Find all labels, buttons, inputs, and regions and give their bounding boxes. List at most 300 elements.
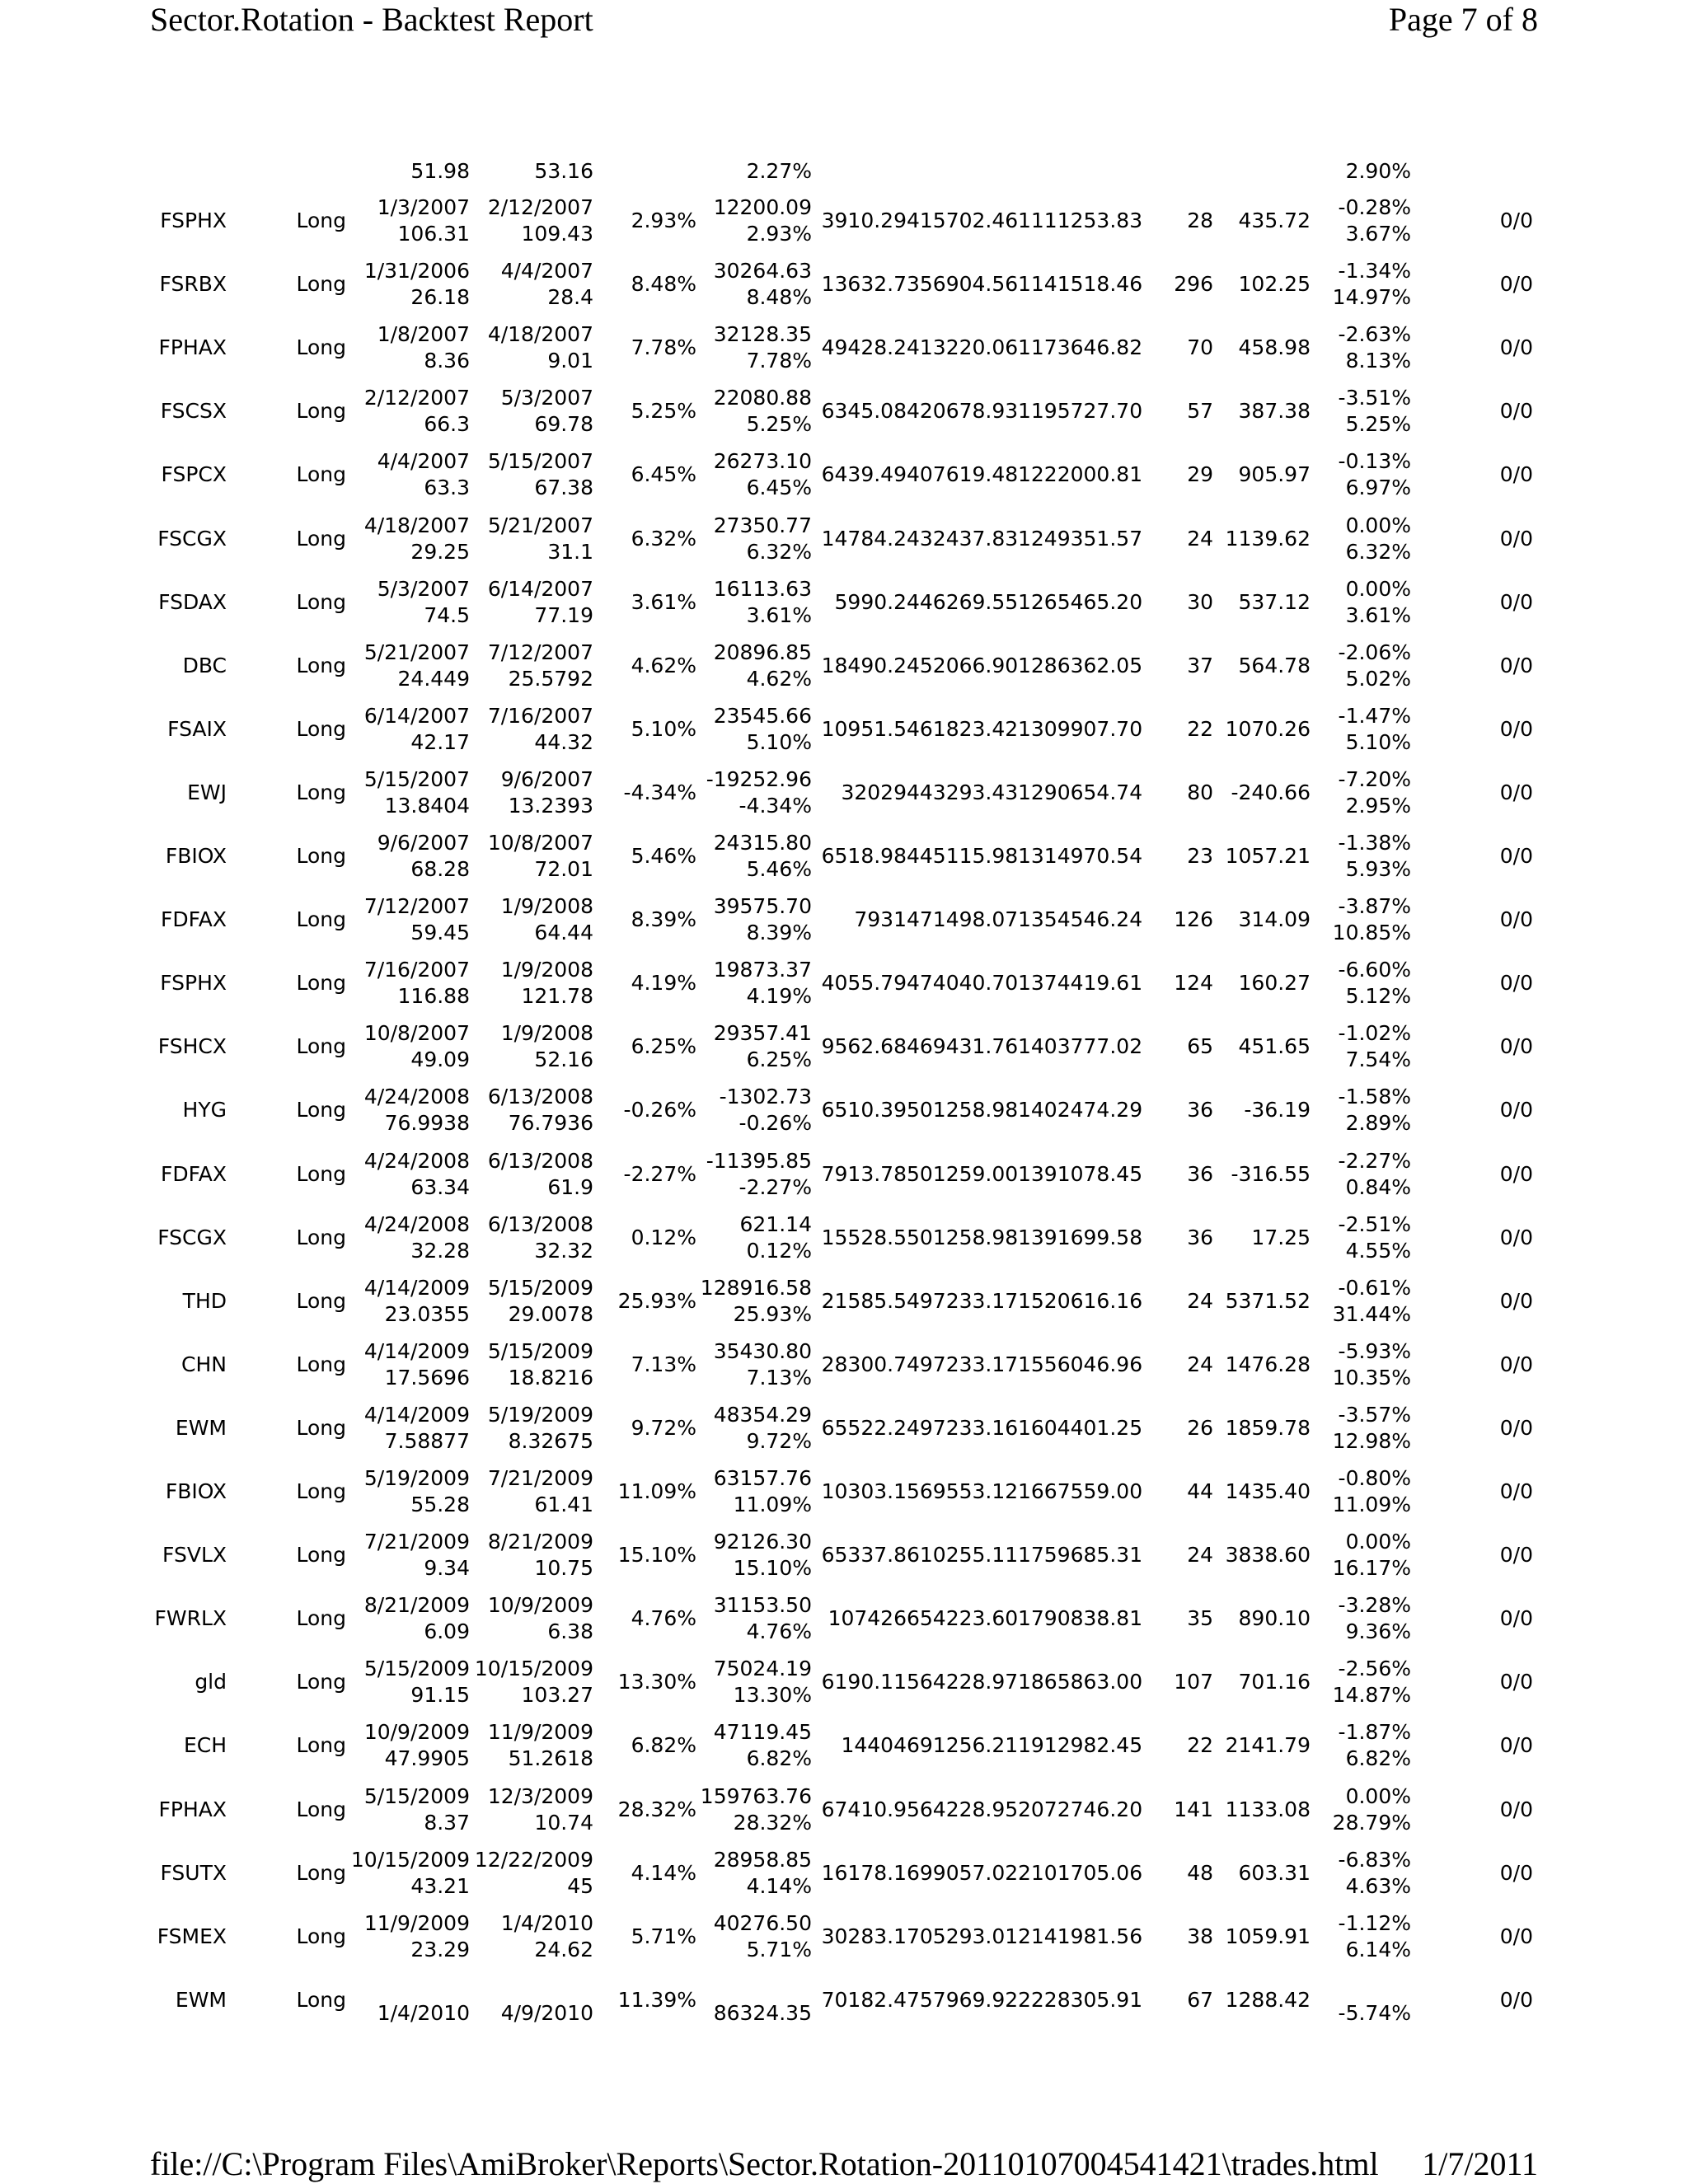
- trade-position-value: 469431.76: [907, 1034, 1019, 1059]
- trade-shares: 28300.7: [821, 1352, 907, 1376]
- trade-profit-per-bar: 701.16: [1238, 1670, 1311, 1694]
- trade-profit: 92126.30: [713, 1530, 812, 1554]
- trade-bars: 124: [1174, 971, 1213, 996]
- trade-profit-pct: 5.71%: [746, 1937, 812, 1961]
- trade-scale: 0/0: [1499, 335, 1533, 360]
- trade-symbol: EWJ: [187, 780, 227, 804]
- trade-profit: 63157.76: [713, 1466, 812, 1490]
- trade-mfe: 5.93%: [1345, 857, 1411, 881]
- trade-exit-date: 1/9/2008: [500, 958, 593, 982]
- trade-profit-per-bar: 1070.26: [1225, 716, 1311, 741]
- trade-symbol: FSVLX: [162, 1543, 227, 1568]
- trade-mfe: 3.67%: [1345, 222, 1411, 246]
- trade-change: 9.72%: [631, 1415, 696, 1440]
- trade-trade: Long: [296, 1860, 346, 1885]
- trade-cum-profit: 1309907.70: [1018, 716, 1143, 741]
- trade-shares: 65337.8: [821, 1543, 907, 1568]
- trade-cum-profit: 1759685.31: [1018, 1543, 1143, 1568]
- trade-cum-profit: 2228305.91: [1018, 1987, 1143, 2012]
- trade-scale: 0/0: [1499, 1733, 1533, 1758]
- trade-symbol: ECH: [183, 1733, 227, 1758]
- trade-entry-price: 42.17: [410, 729, 470, 754]
- trade-shares: 7913.78: [821, 1161, 907, 1186]
- trade-cum-profit: 1556046.96: [1018, 1352, 1143, 1376]
- trade-scale: 0/0: [1499, 971, 1533, 996]
- trade-scale: 0/0: [1499, 1034, 1533, 1059]
- footer-file-path: file://C:\Program Files\AmiBroker\Reports\Sector.Rotation-20110107004541421\trades.html: [150, 2145, 1379, 2182]
- trade-profit-pct: 13.30%: [733, 1683, 812, 1708]
- trade-profit: 20896.85: [713, 640, 812, 664]
- trade-bars: 141: [1174, 1797, 1213, 1821]
- trade-profit: 22080.88: [713, 386, 812, 410]
- trade-entry-date: 7/12/2007: [363, 894, 470, 919]
- trade-entry-date: 10/9/2009: [363, 1720, 470, 1745]
- trade-trade: Long: [296, 1543, 346, 1568]
- trade-cum-profit: 1604401.25: [1018, 1415, 1143, 1440]
- trade-symbol: FDFAX: [161, 1161, 227, 1186]
- trade-profit-pct: 4.62%: [746, 666, 812, 691]
- trade-trade: Long: [296, 653, 346, 677]
- trade-exit-date: 6/14/2007: [487, 576, 593, 601]
- trade-shares: 5990.2: [834, 589, 907, 614]
- trade-profit: 12200.09: [713, 195, 812, 219]
- trade-entry-price: 23.0355: [384, 1301, 470, 1326]
- trade-mfe: 12.98%: [1332, 1428, 1411, 1453]
- trade-entry-price: 6.09: [424, 1619, 470, 1644]
- trade-scale: 0/0: [1499, 209, 1533, 232]
- trade-profit-pct: 6.82%: [746, 1746, 812, 1771]
- trade-entry-price: 76.9938: [384, 1111, 470, 1136]
- trade-shares: 6439.49: [821, 462, 907, 487]
- trade-entry-price: 59.45: [410, 921, 470, 945]
- trade-symbol: FPHAX: [158, 335, 227, 360]
- trade-profit-per-bar: 890.10: [1238, 1606, 1311, 1631]
- trade-change: 7.13%: [631, 1352, 696, 1376]
- trade-shares: 6518.98: [821, 844, 907, 868]
- trade-symbol: FBIOX: [165, 1479, 227, 1503]
- trade-symbol: FSCGX: [157, 526, 227, 551]
- trade-cum-profit: 1667559.00: [1018, 1479, 1143, 1503]
- trade-entry-date: 4/14/2009: [363, 1275, 470, 1300]
- footer-date: 1/7/2011: [1422, 2145, 1538, 2182]
- trade-profit-per-bar: 1133.08: [1225, 1797, 1311, 1821]
- trade-entry-date: 10/15/2009: [350, 1847, 470, 1872]
- trade-exit-date: 5/19/2009: [487, 1402, 593, 1427]
- trade-shares: 30283.1: [821, 1924, 907, 1948]
- trade-mae: -2.27%: [1338, 1148, 1411, 1173]
- trade-entry-price: 17.5696: [384, 1365, 470, 1390]
- trade-exit-price: 24.62: [534, 1937, 593, 1961]
- trade-trade: Long: [296, 1479, 346, 1503]
- trade-position-value: 445115.98: [907, 844, 1019, 868]
- trade-profit-per-bar: 1476.28: [1225, 1352, 1311, 1376]
- trade-position-value: 443293.43: [907, 780, 1019, 804]
- trade-entry-date: 5/15/2009: [363, 1783, 470, 1808]
- trade-symbol: THD: [182, 1288, 227, 1313]
- trade-symbol: FWRLX: [154, 1606, 227, 1631]
- trade-mfe: 28.79%: [1332, 1810, 1411, 1835]
- trade-entry-date: 9/6/2007: [377, 831, 470, 855]
- trade-trade: Long: [296, 844, 346, 868]
- trade-profit-per-bar: 1288.42: [1225, 1987, 1311, 2012]
- trade-mfe: 7.54%: [1345, 1047, 1411, 1072]
- trade-change: 8.39%: [631, 907, 696, 932]
- trade-profit-per-bar: 160.27: [1238, 971, 1311, 996]
- trade-cum-profit: 2141981.56: [1018, 1924, 1143, 1948]
- trade-profit: -1302.73: [719, 1085, 812, 1109]
- trade-position-value: 474040.70: [907, 971, 1019, 996]
- trade-change: 11.39%: [617, 1987, 696, 2012]
- trade-mae: 0.00%: [1345, 513, 1411, 537]
- trade-trade: Long: [296, 1288, 346, 1313]
- trade-mae: -6.83%: [1338, 1847, 1411, 1872]
- trade-exit-price: 64.44: [534, 921, 593, 945]
- trade-entry-price: 8.37: [424, 1810, 470, 1835]
- trade-bars: 24: [1187, 526, 1213, 551]
- trade-trade: Long: [296, 1034, 346, 1059]
- trade-mae: -1.87%: [1338, 1720, 1411, 1745]
- trade-exit-price: 9.01: [547, 349, 593, 373]
- trade-exit-price: 61.9: [547, 1174, 593, 1199]
- trade-position-value: 420678.93: [907, 399, 1019, 424]
- trade-symbol: EWM: [175, 1415, 227, 1440]
- trade-symbol: CHN: [181, 1352, 227, 1376]
- trade-symbol: FSRBX: [159, 272, 227, 297]
- trade-mae: 0.00%: [1345, 1783, 1411, 1808]
- trade-entry-price: 13.8404: [384, 793, 470, 818]
- trade-entry-date: 5/15/2007: [363, 766, 470, 791]
- trade-mae: -3.57%: [1338, 1402, 1411, 1427]
- trade-profit-pct: 4.19%: [746, 984, 812, 1009]
- trade-exit-date: 4/4/2007: [500, 259, 593, 284]
- trade-entry-price: 7.58877: [384, 1428, 470, 1453]
- trade-trade: Long: [296, 907, 346, 932]
- trade-profit: 86324.35: [713, 2000, 812, 2025]
- trade-bars: 80: [1187, 780, 1213, 804]
- trade-profit-pct: 5.46%: [746, 857, 812, 881]
- trade-exit-date: 5/15/2009: [487, 1338, 593, 1363]
- trade-change: 13.30%: [617, 1670, 696, 1694]
- trade-profit-per-bar: 564.78: [1238, 653, 1311, 677]
- trade-profit-pct: 4.76%: [746, 1619, 812, 1644]
- trade-shares: 14784.2: [821, 526, 907, 551]
- trade-exit-date: 7/12/2007: [487, 640, 593, 664]
- trade-position-value: 415702.46: [907, 209, 1019, 232]
- trade-profit: 30264.63: [713, 259, 812, 284]
- trade-shares: 107426: [828, 1606, 907, 1631]
- trade-exit-price: 32.32: [534, 1238, 593, 1263]
- trade-mae: -5.74%: [1338, 2000, 1411, 2025]
- trade-scale: 0/0: [1499, 907, 1533, 932]
- trade-bars: 28: [1187, 209, 1213, 232]
- trade-shares: 6345.08: [821, 399, 907, 424]
- trade-symbol: FSPHX: [160, 209, 227, 232]
- trade-profit-pct: 25.93%: [733, 1301, 812, 1326]
- trade-entry-date: 5/3/2007: [377, 576, 470, 601]
- trade-mae: -1.02%: [1338, 1021, 1411, 1046]
- trade-profit-pct: 7.78%: [746, 349, 812, 373]
- trade-bars: 107: [1174, 1670, 1213, 1694]
- trade-cum-profit: 1141518.46: [1018, 272, 1143, 297]
- trade-change: 15.10%: [617, 1543, 696, 1568]
- trade-trade: Long: [296, 399, 346, 424]
- trade-entry-price: 26.18: [410, 285, 470, 310]
- trade-mae: -6.60%: [1338, 958, 1411, 982]
- trade-mfe: 6.32%: [1345, 539, 1411, 564]
- trade-position-value: 691256.21: [907, 1733, 1019, 1758]
- trade-profit-per-bar: 1139.62: [1225, 526, 1311, 551]
- trade-profit-per-bar: -316.55: [1231, 1161, 1311, 1186]
- trade-cum-profit: 1520616.16: [1018, 1288, 1143, 1313]
- trade-scale: 0/0: [1499, 589, 1533, 614]
- trade-bars: 48: [1187, 1860, 1213, 1885]
- trade-bars: 70: [1187, 335, 1213, 360]
- trade-position-value: 432437.83: [907, 526, 1019, 551]
- trade-shares: 6190.11: [821, 1670, 907, 1694]
- trade-trade: Long: [296, 1352, 346, 1376]
- trade-shares: 14404: [841, 1733, 907, 1758]
- trade-entry-price: 63.34: [410, 1174, 470, 1199]
- trade-shares: 32029: [841, 780, 907, 804]
- trade-exit-price: 103.27: [521, 1683, 593, 1708]
- trade-mae: -0.80%: [1338, 1466, 1411, 1490]
- trade-entry-date: 1/31/2006: [363, 259, 470, 284]
- trade-trade: Long: [296, 1225, 346, 1249]
- trade-scale: 0/0: [1499, 716, 1533, 741]
- trade-mfe: 10.85%: [1332, 921, 1411, 945]
- trade-entry-date: 4/4/2007: [377, 449, 470, 474]
- trade-mfe: 11.09%: [1332, 1493, 1411, 1516]
- trade-exit-date: 10/9/2009: [487, 1593, 593, 1618]
- trade-profit: 159763.76: [700, 1783, 812, 1808]
- trade-cum-profit: 1265465.20: [1018, 589, 1143, 614]
- trade-cum-profit: 2072746.20: [1018, 1797, 1143, 1821]
- trade-profit: 28958.85: [713, 1847, 812, 1872]
- trade-bars: 67: [1187, 1987, 1213, 2012]
- trade-exit-date: 10/8/2007: [487, 831, 593, 855]
- trade-bars: 22: [1187, 1733, 1213, 1758]
- trade-trade: Long: [296, 589, 346, 614]
- trade-entry-date: 4/24/2008: [363, 1085, 470, 1109]
- trade-shares: 7931: [854, 907, 907, 932]
- trade-profit-pct: 2.93%: [746, 222, 812, 246]
- trade-position-value: 705293.01: [907, 1924, 1019, 1948]
- trade-profit: 23545.66: [713, 703, 812, 728]
- trade-profit: 32128.35: [713, 322, 812, 347]
- trade-mfe: 2.95%: [1345, 793, 1411, 818]
- trade-exit-price: 6.38: [547, 1619, 593, 1644]
- trade-bars: 37: [1187, 653, 1213, 677]
- trade-position-value: 757969.92: [907, 1987, 1019, 2012]
- trade-exit-price: 77.19: [534, 602, 593, 627]
- trade-profit-pct: -2.27%: [738, 1174, 812, 1199]
- trade-change: 25.93%: [617, 1288, 696, 1313]
- trade-symbol: FSPCX: [161, 462, 227, 487]
- trade-trade: Long: [296, 1924, 346, 1948]
- trade-trade: Long: [296, 1606, 346, 1631]
- trade-position-value: 654223.60: [907, 1606, 1019, 1631]
- trade-symbol: FSMEX: [157, 1924, 227, 1948]
- trade-change: -2.27%: [623, 1161, 696, 1186]
- trade-symbol: FSCSX: [160, 399, 227, 424]
- trade-bars: 23: [1187, 844, 1213, 868]
- trade-profit-per-bar: 2141.79: [1225, 1733, 1311, 1758]
- trade-bars: 36: [1187, 1161, 1213, 1186]
- trade-entry-price: 49.09: [410, 1047, 470, 1072]
- trade-entry-date: 11/9/2009: [363, 1910, 470, 1935]
- trade-mae: -3.87%: [1338, 894, 1411, 919]
- trade-cum-profit: 1865863.00: [1018, 1670, 1143, 1694]
- trade-change: -0.26%: [623, 1098, 696, 1122]
- trade-mfe: 16.17%: [1332, 1556, 1411, 1581]
- trade-profit-pct: 15.10%: [733, 1556, 812, 1581]
- trade-profit: 39575.70: [713, 894, 812, 919]
- trade-trade: Long: [296, 780, 346, 804]
- trade-exit-date: 8/21/2009: [487, 1530, 593, 1554]
- trade-mae: -1.47%: [1338, 703, 1411, 728]
- trade-profit-pct: 5.10%: [746, 729, 812, 754]
- trade-entry-date: 7/21/2009: [363, 1530, 470, 1554]
- trade-position-value: 569553.12: [907, 1479, 1019, 1503]
- trade-profit: 27350.77: [713, 513, 812, 537]
- trade-profit-pct: 8.48%: [746, 285, 812, 310]
- trade-scale: 0/0: [1499, 1288, 1533, 1313]
- trade-entry-date: 1/3/2007: [377, 195, 470, 219]
- trade-cum-profit: 1912982.45: [1018, 1733, 1143, 1758]
- trade-cum-profit: 1111253.83: [1018, 209, 1143, 232]
- trade-scale: 0/0: [1499, 653, 1533, 677]
- trade-exit-date: 5/15/2009: [487, 1275, 593, 1300]
- trade-cum-profit: 1354546.24: [1018, 907, 1143, 932]
- trade-entry-price: 8.36: [424, 349, 470, 373]
- trade-mae: -2.56%: [1338, 1657, 1411, 1681]
- trade-mae: -7.20%: [1338, 766, 1411, 791]
- trade-mae: -3.28%: [1338, 1593, 1411, 1618]
- trade-bars: 296: [1174, 272, 1213, 297]
- trade-profit-per-bar: 5371.52: [1225, 1288, 1311, 1313]
- trade-exit-price: 29.0078: [508, 1301, 593, 1326]
- trade-cum-profit: 1222000.81: [1018, 462, 1143, 487]
- trade-profit: 31153.50: [713, 1593, 812, 1618]
- trade-change: 2.93%: [631, 209, 696, 232]
- trade-mfe: 4.63%: [1345, 1873, 1411, 1898]
- exit-price: 53.16: [534, 159, 593, 183]
- trade-symbol: FSUTX: [160, 1860, 227, 1885]
- trade-exit-price: 31.1: [547, 539, 593, 564]
- trade-shares: 15528.5: [821, 1225, 907, 1249]
- trade-profit: 128916.58: [700, 1275, 812, 1300]
- trade-profit-per-bar: 17.25: [1251, 1225, 1311, 1249]
- trade-position-value: 497233.17: [907, 1352, 1019, 1376]
- trade-exit-date: 4/18/2007: [487, 322, 593, 347]
- trade-scale: 0/0: [1499, 1987, 1533, 2012]
- trade-scale: 0/0: [1499, 1225, 1533, 1249]
- trade-profit-pct: 3.61%: [746, 602, 812, 627]
- trade-profit-per-bar: 458.98: [1238, 335, 1311, 360]
- trade-entry-date: 5/19/2009: [363, 1466, 470, 1490]
- trade-exit-date: 12/22/2009: [474, 1847, 593, 1872]
- trade-exit-price: 121.78: [521, 984, 593, 1009]
- trade-mfe: 5.25%: [1345, 412, 1411, 437]
- trade-entry-date: 4/18/2007: [363, 513, 470, 537]
- trade-scale: 0/0: [1499, 1860, 1533, 1885]
- trade-profit: 16113.63: [713, 576, 812, 601]
- trade-entry-date: 4/14/2009: [363, 1402, 470, 1427]
- trade-cum-profit: 1314970.54: [1018, 844, 1143, 868]
- trade-exit-price: 10.74: [534, 1810, 593, 1835]
- trade-mfe: 31.44%: [1332, 1301, 1411, 1326]
- trade-symbol: gld: [195, 1670, 227, 1694]
- trade-profit: 621.14: [739, 1212, 812, 1236]
- report-title: Sector.Rotation - Backtest Report: [150, 1, 593, 38]
- trade-exit-price: 13.2393: [508, 793, 593, 818]
- trade-shares: 65522.2: [821, 1415, 907, 1440]
- trade-change: 5.71%: [631, 1924, 696, 1948]
- trade-cum-profit: 1391078.45: [1018, 1161, 1143, 1186]
- trade-exit-price: 76.7936: [508, 1111, 593, 1136]
- trade-symbol: FSAIX: [167, 716, 227, 741]
- trade-change: 7.78%: [631, 335, 696, 360]
- trade-profit-pct: 6.45%: [746, 476, 812, 500]
- trade-shares: 16178.1: [821, 1860, 907, 1885]
- trade-trade: Long: [296, 1733, 346, 1758]
- trade-profit-per-bar: 1435.40: [1225, 1479, 1311, 1503]
- trade-profit-per-bar: 1859.78: [1225, 1415, 1311, 1440]
- trade-shares: 10303.1: [821, 1479, 907, 1503]
- trade-change: 28.32%: [617, 1797, 696, 1821]
- trade-scale: 0/0: [1499, 844, 1533, 868]
- trade-shares: 4055.79: [821, 971, 907, 996]
- trade-profit-pct: 0.12%: [746, 1238, 812, 1263]
- trade-entry-price: 106.31: [397, 222, 470, 246]
- trade-mfe: 8.13%: [1345, 349, 1411, 373]
- trade-mfe: 9.36%: [1345, 1619, 1411, 1644]
- trade-entry-date: 1/8/2007: [377, 322, 470, 347]
- trade-change: 4.19%: [631, 971, 696, 996]
- trade-mfe: 0.84%: [1345, 1174, 1411, 1199]
- trade-exit-price: 67.38: [534, 476, 593, 500]
- trade-scale: 0/0: [1499, 1415, 1533, 1440]
- trade-bars: 24: [1187, 1288, 1213, 1313]
- trade-profit: 24315.80: [713, 831, 812, 855]
- trade-exit-price: 10.75: [534, 1556, 593, 1581]
- trade-trade: Long: [296, 1670, 346, 1694]
- trade-cum-profit: 1286362.05: [1018, 653, 1143, 677]
- trade-cum-profit: 1391699.58: [1018, 1225, 1143, 1249]
- trade-profit: 47119.45: [713, 1720, 812, 1745]
- trade-symbol: FSPHX: [160, 971, 227, 996]
- trade-position-value: 446269.55: [907, 589, 1019, 614]
- trade-entry-price: 74.5: [424, 602, 470, 627]
- trade-position-value: 407619.48: [907, 462, 1019, 487]
- trade-scale: 0/0: [1499, 526, 1533, 551]
- trade-position-value: 501258.98: [907, 1225, 1019, 1249]
- trade-exit-price: 69.78: [534, 412, 593, 437]
- trade-profit-pct: 8.39%: [746, 921, 812, 945]
- trade-scale: 0/0: [1499, 399, 1533, 424]
- trade-bars: 24: [1187, 1543, 1213, 1568]
- trade-bars: 30: [1187, 589, 1213, 614]
- trade-trade: Long: [296, 526, 346, 551]
- trade-entry-price: 43.21: [410, 1873, 470, 1898]
- trade-mae: 0.00%: [1345, 1530, 1411, 1554]
- trade-mae: -3.51%: [1338, 386, 1411, 410]
- trade-mae: -1.38%: [1338, 831, 1411, 855]
- trade-bars: 38: [1187, 1924, 1213, 1948]
- trade-profit-per-bar: 3838.60: [1225, 1543, 1311, 1568]
- trade-profit-per-bar: 1059.91: [1225, 1924, 1311, 1948]
- trade-exit-date: 1/9/2008: [500, 1021, 593, 1046]
